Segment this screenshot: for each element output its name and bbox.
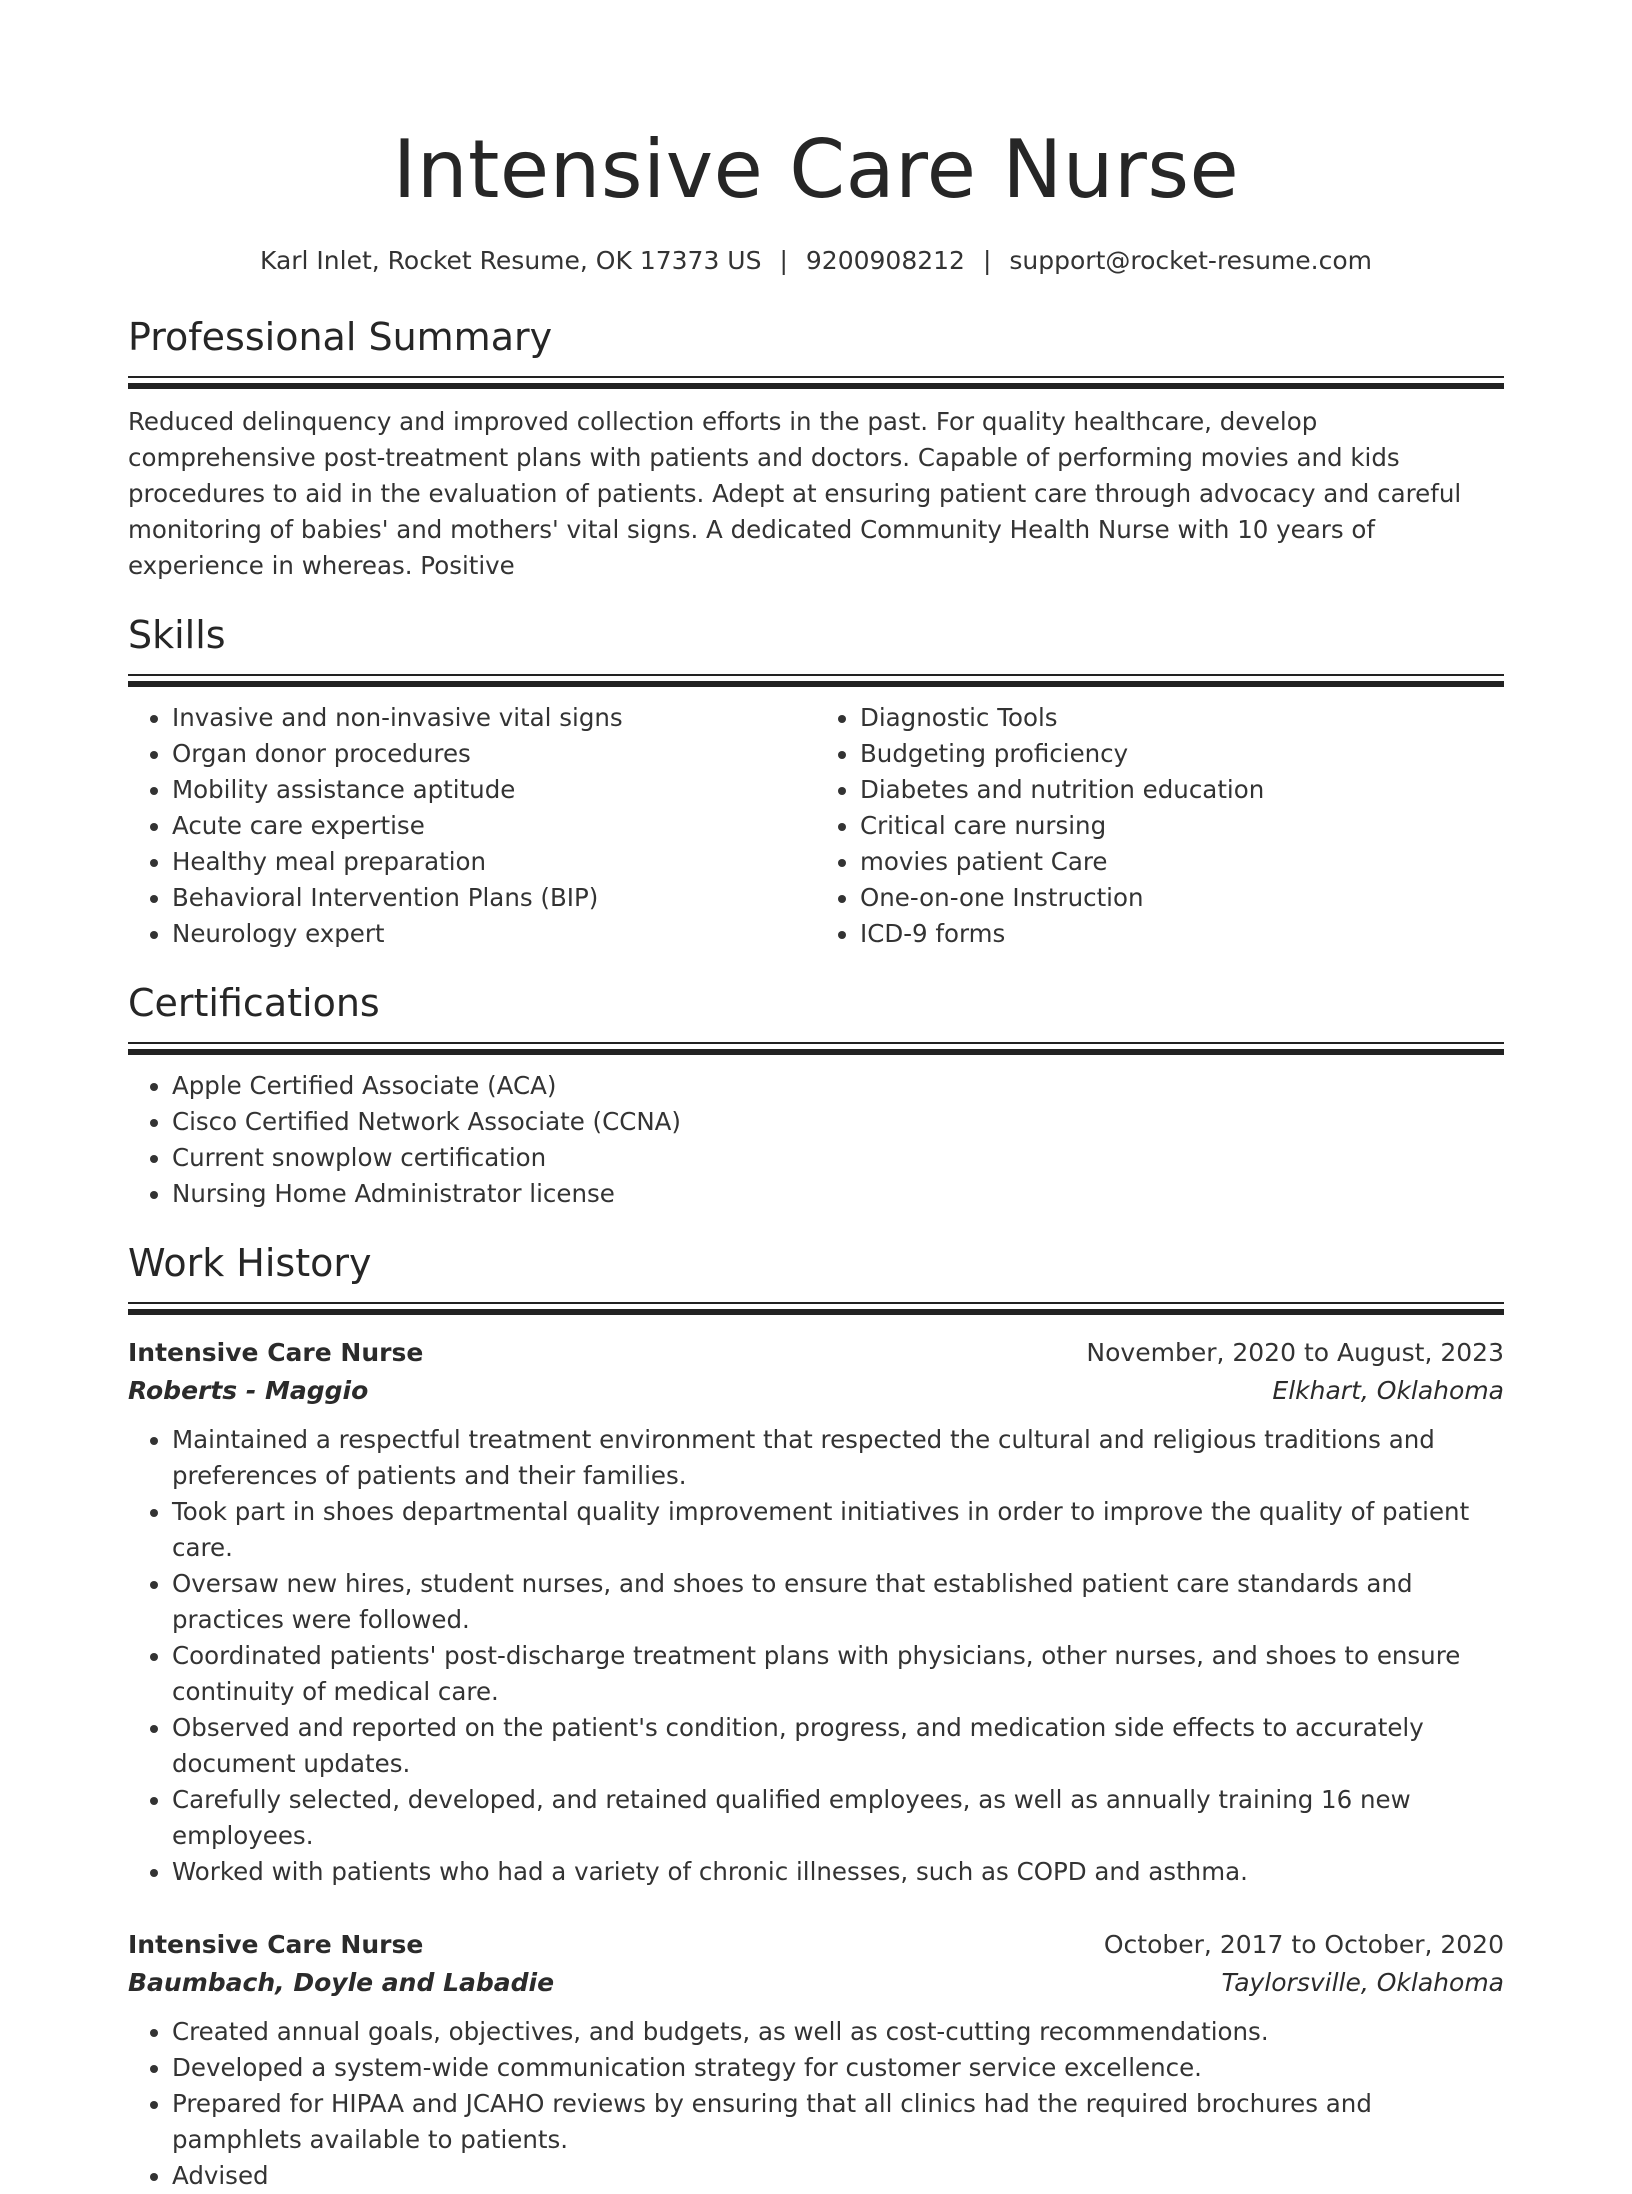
job-bullet: • Created annual goals, objectives, and budgets, as well as cost-cutting recommendations. xyxy=(172,2014,1504,2050)
job-bullets xyxy=(128,2014,1504,2194)
job-dates: October, 2017 to October, 2020 xyxy=(1103,1930,1504,1959)
job-entry xyxy=(128,1334,1504,1890)
skill-item: • Diagnostic Tools xyxy=(860,700,1504,736)
certifications-list xyxy=(128,1068,1504,1212)
job-company-row xyxy=(128,1372,1504,1410)
section-heading-skills: Skills xyxy=(128,613,226,657)
job-bullet: • Maintained a respectful treatment environment that respected the cultural and religious traditions and preferences of patients and their families. xyxy=(172,1422,1504,1494)
skill-item: • Diabetes and nutrition education xyxy=(860,772,1504,808)
jobs-container xyxy=(128,1334,1504,2194)
section-work-history xyxy=(128,1238,1504,2194)
skill-item: • Budgeting proficiency xyxy=(860,736,1504,772)
job-bullet: • Oversaw new hires, student nurses, and shoes to ensure that established patient care standards and practices were followed. xyxy=(172,1566,1504,1638)
contact-line xyxy=(128,244,1504,278)
job-header-row xyxy=(128,1926,1504,1964)
section-heading-summary: Professional Summary xyxy=(128,315,553,359)
section-certifications xyxy=(128,978,1504,1212)
skill-item: • Critical care nursing xyxy=(860,808,1504,844)
section-divider xyxy=(128,1042,1504,1056)
skill-item: • Neurology expert xyxy=(172,916,816,952)
skill-item: • Acute care expertise xyxy=(172,808,816,844)
section-skills xyxy=(128,610,1504,952)
job-entry xyxy=(128,1926,1504,2194)
skill-item: • Organ donor procedures xyxy=(172,736,816,772)
job-bullet: • Worked with patients who had a variety of chronic illnesses, such as COPD and asthma. xyxy=(172,1854,1504,1890)
section-heading-work-history: Work History xyxy=(128,1241,372,1285)
contact-phone: 9200908212 xyxy=(805,246,965,275)
resume-title: Intensive Care Nurse xyxy=(392,123,1240,216)
job-location: Taylorsville, Oklahoma xyxy=(1221,1968,1504,1997)
job-bullet: • Took part in shoes departmental quality improvement initiatives in order to improve the quality of patient care. xyxy=(172,1494,1504,1566)
section-heading-certifications: Certifications xyxy=(128,981,380,1025)
job-bullet: • Developed a system-wide communication strategy for customer service excellence. xyxy=(172,2050,1504,2086)
skill-item: • movies patient Care xyxy=(860,844,1504,880)
job-bullet: • Prepared for HIPAA and JCAHO reviews by ensuring that all clinics had the required brochures and pamphlets available to patients. xyxy=(172,2086,1504,2158)
contact-address: Karl Inlet, Rocket Resume, OK 17373 US xyxy=(259,246,762,275)
job-header-row xyxy=(128,1334,1504,1372)
section-divider xyxy=(128,1302,1504,1316)
certification-item: • Current snowplow certification xyxy=(172,1140,1504,1176)
section-divider xyxy=(128,376,1504,390)
section-summary xyxy=(128,312,1504,584)
job-bullet: • Observed and reported on the patient's condition, progress, and medication side effects to accurately document updates. xyxy=(172,1710,1504,1782)
job-bullet: • Carefully selected, developed, and retained qualified employees, as well as annually training 16 new employees. xyxy=(172,1782,1504,1854)
contact-separator: | xyxy=(982,246,992,275)
job-dates: November, 2020 to August, 2023 xyxy=(1086,1338,1504,1367)
certification-item: • Apple Certified Associate (ACA) xyxy=(172,1068,1504,1104)
skill-item: • ICD-9 forms xyxy=(860,916,1504,952)
job-bullet: • Advised xyxy=(172,2158,1504,2194)
job-title: Intensive Care Nurse xyxy=(128,1338,424,1367)
skill-item: • Behavioral Intervention Plans (BIP) xyxy=(172,880,816,916)
job-company: Baumbach, Doyle and Labadie xyxy=(128,1968,555,1997)
contact-email: support@rocket-resume.com xyxy=(1009,246,1373,275)
job-company-row xyxy=(128,1964,1504,2002)
skills-list-left xyxy=(128,700,816,952)
skills-columns xyxy=(128,700,1504,952)
skill-item: • Invasive and non-invasive vital signs xyxy=(172,700,816,736)
job-company: Roberts - Maggio xyxy=(128,1376,369,1405)
skill-item: • Healthy meal preparation xyxy=(172,844,816,880)
skills-list-right xyxy=(816,700,1504,952)
summary-text: Reduced delinquency and improved collection efforts in the past. For quality healthcare, develop comprehensive post-treatment plans with patients and doctors. Capable of performing movies and kids procedures to aid in the evaluation of patients. Adept at ensuring patient care through advocacy and careful monitoring of babies' and mothers' vital signs. A dedicated Community Health Nurse with 10 years of experience in whereas. Positive xyxy=(128,407,1462,580)
certification-item: • Nursing Home Administrator license xyxy=(172,1176,1504,1212)
job-title: Intensive Care Nurse xyxy=(128,1930,424,1959)
job-location: Elkhart, Oklahoma xyxy=(1272,1376,1504,1405)
contact-separator: | xyxy=(779,246,788,275)
certification-item: • Cisco Certified Network Associate (CCNA) xyxy=(172,1104,1504,1140)
section-divider xyxy=(128,674,1504,688)
skill-item: • Mobility assistance aptitude xyxy=(172,772,816,808)
job-bullet: • Coordinated patients' post-discharge treatment plans with physicians, other nurses, and shoes to ensure continuity of medical care. xyxy=(172,1638,1504,1710)
skill-item: • One-on-one Instruction xyxy=(860,880,1504,916)
job-bullets xyxy=(128,1422,1504,1890)
